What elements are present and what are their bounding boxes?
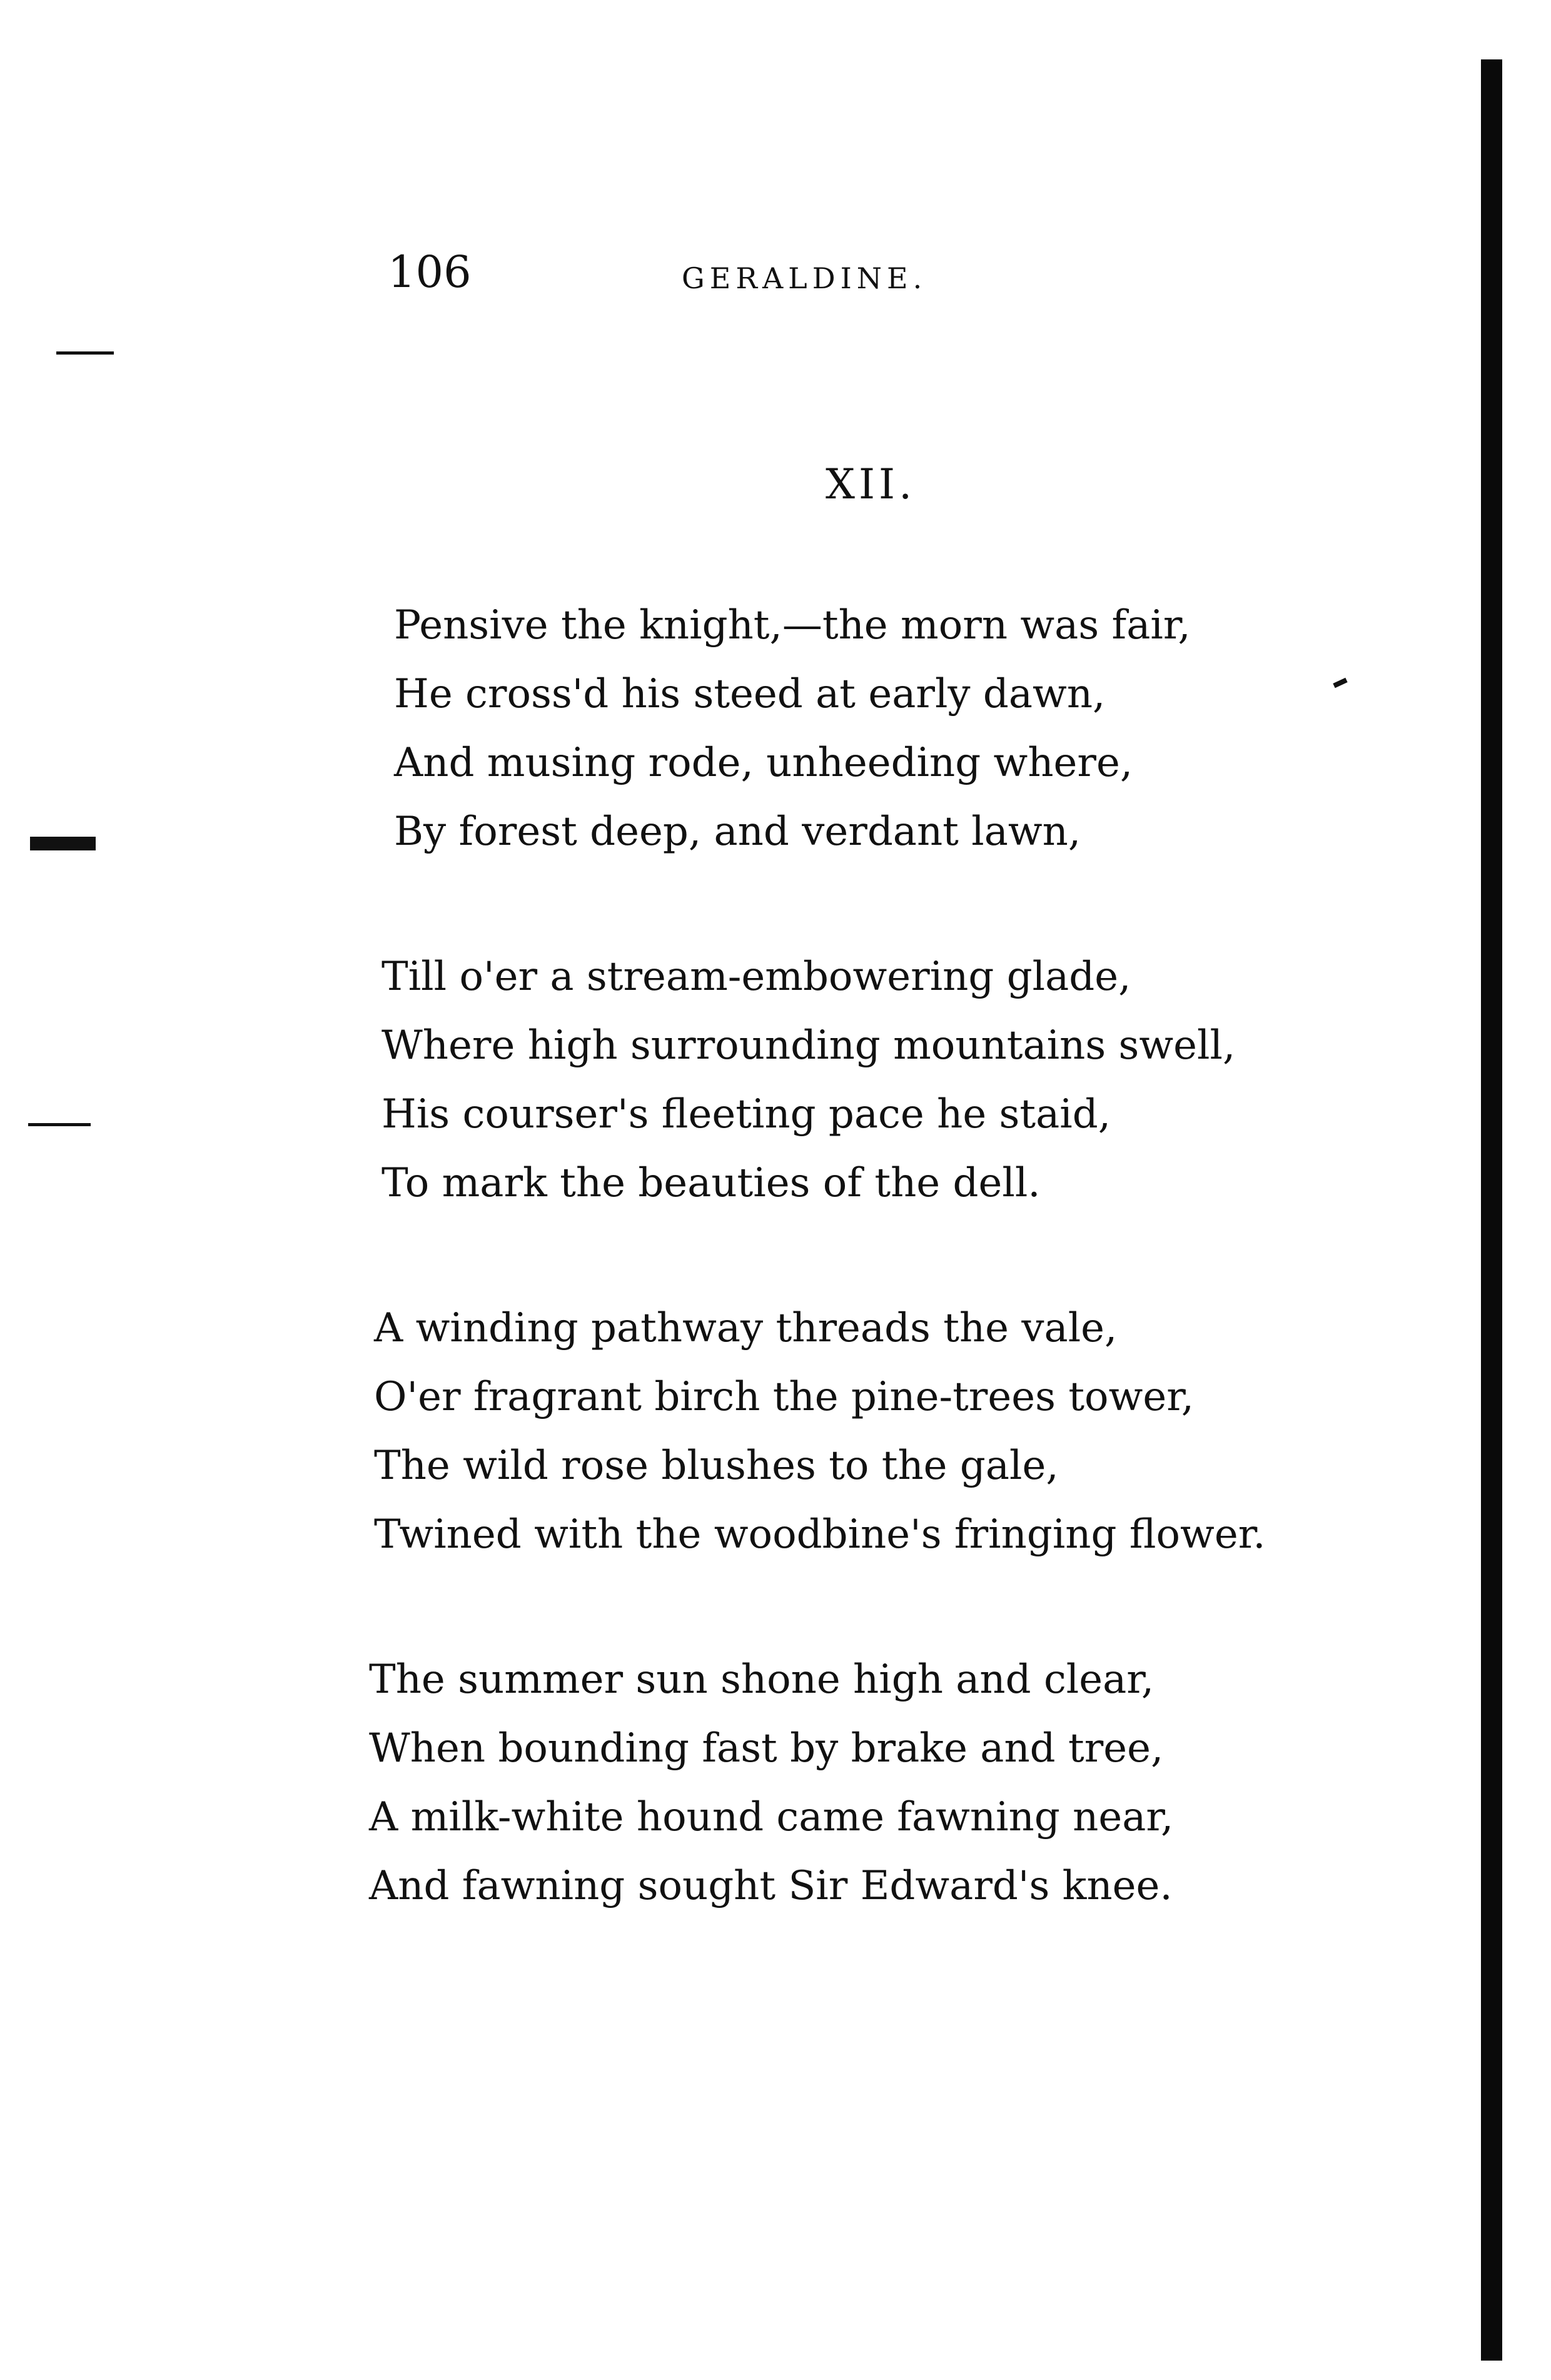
verse-line: The wild rose blushes to the gale, [374,1443,1059,1489]
page-header [388,241,1138,310]
verse-line: His courser's fleeting pace he staid, [381,1091,1111,1137]
verse-line: O'er fragrant birch the pine-trees tower, [374,1374,1195,1420]
stanza [369,1645,1307,1920]
running-head: GERALDINE. [682,261,927,295]
verse-line: The summer sun shone high and clear, [369,1656,1154,1703]
verse-line: By forest deep, and verdant lawn, [394,809,1081,855]
margin-mark [1333,678,1347,688]
margin-mark [56,351,114,355]
page-number: 106 [388,246,472,298]
section-number: XII. [826,460,916,508]
verse-line: To mark the beauties of the dell. [381,1160,1041,1206]
margin-mark [30,837,96,850]
margin-mark [28,1123,91,1126]
poem-body [369,591,1307,1997]
verse-line: A milk-white hound came fawning near, [369,1794,1174,1840]
binding-edge-shadow [1481,59,1502,2361]
verse-line: Till o'er a stream-embowering glade, [381,954,1131,1000]
stanza [374,1294,1307,1569]
verse-line: Where high surrounding mountains swell, [381,1022,1236,1069]
verse-line: And fawning sought Sir Edward's knee. [369,1863,1173,1909]
verse-line: A winding pathway threads the vale, [374,1305,1118,1351]
verse-line: He cross'd his steed at early dawn, [394,671,1106,717]
verse-line: Twined with the woodbine's fringing flower. [374,1511,1266,1558]
stanza [394,591,1307,866]
stanza [381,942,1307,1218]
verse-line: When bounding fast by brake and tree, [369,1725,1164,1772]
verse-line: Pensive the knight,—the morn was fair, [394,602,1191,648]
verse-line: And musing rode, unheeding where, [394,740,1133,786]
